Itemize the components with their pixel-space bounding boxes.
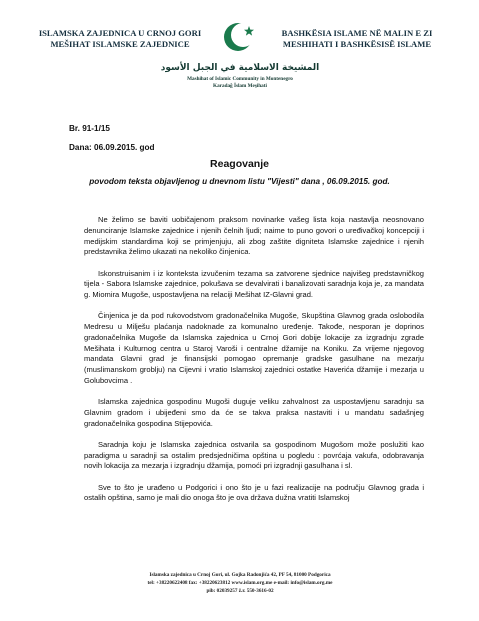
paragraph: Islamska zajednica gospodinu Mugoši duguje veliku zahvalnost za uspostavljenu saradnju sa Glavnim gradom i ubijeđeni smo da će se takva praksa nastaviti i u mandatu sadašnjeg gradonačelnika gospodina Stijepovića. xyxy=(84,397,424,428)
letter-body xyxy=(84,215,424,515)
letterhead-left-line1: ISLAMSKA ZAJEDNICA U CRNOJ GORI xyxy=(38,28,202,38)
footer-address: Islamska zajednica u Crnoj Gori, ul. Gojka Radonjića 42, PF 54, 81000 Podgorica xyxy=(149,572,331,578)
crescent-star-icon xyxy=(223,20,257,54)
footer-tax-info: pib: 02039257 ž.r. 550-3616-02 xyxy=(206,588,274,594)
arabic-name: المشيخة الاسلامية في الجبل الأسود xyxy=(160,63,320,73)
letterhead-left-line2: MEŠIHAT ISLAMSKE ZAJEDNICE xyxy=(50,39,190,49)
reference-number: Br. 91-1/15 xyxy=(69,124,110,133)
document-date: Dana: 06.09.2015. god xyxy=(69,143,155,152)
turkish-name: Karadağ İslam Meşihati xyxy=(213,83,267,89)
document-subtitle: povodom teksta objavljenog u dnevnom listu "Vijesti" dana , 06.09.2015. god. xyxy=(89,177,390,186)
paragraph: Činjenica je da pod rukovodstvom gradonačelnika Mugoše, Skupština Glavnog grada oslobodila Medresu u Milješu plaćanja nadoknade za komunalno uređenje. Takođe, nesporan je doprinos gradonačelnika Mugoše da Islamska zajednica u Crnoj Gori dobije lokacije za izgradnju zgrade Mešihata i Kulturnog centra u Staroj Varoši i centralne džamije na Koniku. Za vrijeme njegovog mandata Glavni grad je finansijski pomogao opremanje gradske gasulhane na mezarju (muslimanskom groblju) na Cijevni i vratio Islamskoj zajednici ostatke Haverića džamije i mezarja u Golubovcima . xyxy=(84,311,424,385)
paragraph: Sve to što je urađeno u Podgorici i ono što je u fazi realizacije na području Glavnog grada i ostalih opština, samo je mali dio onoga što je ova država dužna vratiti Islamskoj xyxy=(84,482,424,503)
letterhead-right-line2: MESHIHATI I BASHKËSISË ISLAME xyxy=(282,39,432,49)
letterhead-right xyxy=(262,28,452,50)
english-name: Mashihat of Islamic Community in Montenegro xyxy=(187,76,293,82)
footer-contact: tel: +38220622408 fax: +38220623812 www.islam.org.me e-mail: info@islam.org.me xyxy=(147,580,333,586)
letterhead-right-line1: BASHKËSIA ISLAME NË MALIN E ZI xyxy=(281,28,433,38)
document-title: Reagovanje xyxy=(210,158,269,170)
paragraph: Ne želimo se baviti uobičajenom praksom novinarke vašeg lista koja nastavlja neosnovano denunciranje Islamske zajednice i njenih čelnih ljudi; naime to puno govori o uređivačkoj koncepciji i medijskim standardima koji se primjenjuju, ali zbog zaštite digniteta Islamske zajednice i njenih predstavnika želimo ukazati na nekoliko činjenica. xyxy=(84,215,424,257)
paragraph: Saradnja koju je Islamska zajednica ostvarila sa gospodinom Mugošom može poslužiti kao paradigma u saradnji sa ostalim predsjedničima opština u pogledu : povrćaja vakufa, odobravanja novih lokacija za mezarja i izgradnju džamija, pomoći pri izgradnji gasulhana i sl. xyxy=(84,439,424,471)
letterhead-left xyxy=(34,28,206,50)
paragraph: Iskonstruisanim i iz konteksta izvučenim tezama sa zatvorene sjednice najvišeg predstavničkog tijela - Sabora Islamske zajednice, pokušava se devalvirati i banalizovati saradnja koja je, za mandata g. Miomira Mugoše, uspostavljena na relaciji Mešihat IZ-Glavni grad. xyxy=(84,268,424,299)
